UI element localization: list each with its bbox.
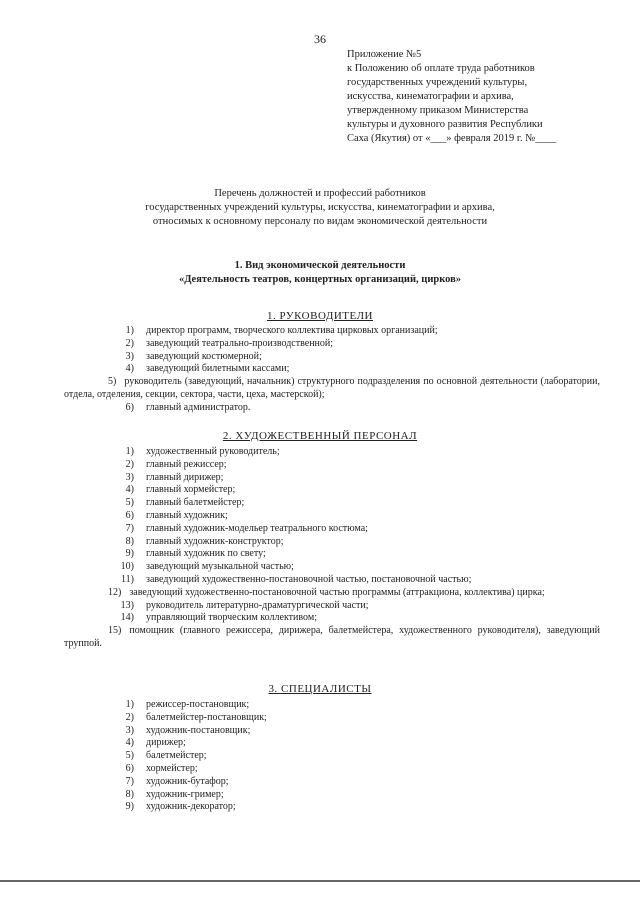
item-text: художник-постановщик; xyxy=(146,724,251,736)
specialists-list xyxy=(110,699,600,814)
item-number: 9) xyxy=(125,548,134,560)
list-item xyxy=(110,338,600,351)
item-text: заведующий музыкальной частью; xyxy=(146,561,294,573)
item-number: 7) xyxy=(125,522,134,534)
item-text: директор программ, творческого коллектива цирковых организаций; xyxy=(146,325,438,336)
list-item xyxy=(110,548,600,561)
list-item xyxy=(110,789,600,802)
item-number: 10) xyxy=(120,561,134,573)
item-number: 2) xyxy=(125,337,134,349)
item-number: 11) xyxy=(121,573,134,585)
item-text: художественный руководитель; xyxy=(146,446,280,457)
item-number: 2) xyxy=(125,711,134,723)
appendix-line: искусства, кинематографии и архива, xyxy=(347,91,514,102)
item-number: 5) xyxy=(125,750,134,762)
appendix-line: утвержденному приказом Министерства xyxy=(347,105,529,116)
item-number: 15) xyxy=(108,625,122,637)
item-text: главный художник-модельер театрального костюма; xyxy=(146,522,368,534)
item-text: главный балетмейстер; xyxy=(146,497,245,509)
list-item xyxy=(64,376,600,402)
item-text: главный режиссер; xyxy=(146,458,227,470)
list-item xyxy=(110,699,600,712)
item-text: балетмейстер-постановщик; xyxy=(146,711,267,723)
list-item xyxy=(110,446,600,459)
managers-list xyxy=(64,325,600,415)
list-item xyxy=(110,325,600,338)
item-text: руководитель литературно-драматургической части; xyxy=(146,599,369,611)
artistic-staff-list xyxy=(64,446,600,651)
item-number: 4) xyxy=(125,484,134,496)
item-number: 9) xyxy=(125,801,134,813)
list-item xyxy=(110,763,600,776)
item-number: 1) xyxy=(125,446,134,457)
item-number: 6) xyxy=(125,401,134,413)
activity-line: 1. Вид экономической деятельности xyxy=(234,260,406,271)
item-number: 7) xyxy=(125,775,134,787)
item-number: 2) xyxy=(125,458,134,470)
list-item xyxy=(110,776,600,789)
title-line: относимых к основному персоналу по видам экономической деятельности xyxy=(152,216,488,227)
item-text: хормейстер; xyxy=(146,762,198,774)
item-text: главный дирижер; xyxy=(146,471,224,483)
scan-edge-divider xyxy=(0,880,640,882)
appendix-line: Приложение №5 xyxy=(347,49,422,60)
item-number: 6) xyxy=(125,762,134,774)
list-item xyxy=(110,712,600,725)
section-heading-managers: 1. РУКОВОДИТЕЛИ xyxy=(266,310,374,322)
appendix-line: Саха (Якутия) от «___» февраля 2019 г. №____ xyxy=(347,133,557,144)
item-text: заведующий театрально-производственной; xyxy=(146,337,334,349)
item-number: 6) xyxy=(125,509,134,521)
list-item xyxy=(110,612,600,625)
document-title xyxy=(60,187,580,229)
item-number: 8) xyxy=(125,535,134,547)
appendix-line: культуры и духовного развития Республики xyxy=(347,119,543,130)
item-text: заведующий костюмерной; xyxy=(146,350,262,362)
item-text: главный администратор. xyxy=(146,401,251,413)
title-line: государственных учреждений культуры, искусства, кинематографии и архива, xyxy=(145,202,495,213)
item-number: 5) xyxy=(125,497,134,509)
list-item xyxy=(110,523,600,536)
item-text: заведующий билетными кассами; xyxy=(146,363,290,375)
item-text: заведующий художественно-постановочной частью, постановочной частью; xyxy=(146,573,472,585)
list-item xyxy=(110,600,600,613)
item-number: 4) xyxy=(125,363,134,375)
section-heading-specialists: 3. СПЕЦИАЛИСТЫ xyxy=(268,683,372,695)
list-item xyxy=(110,459,600,472)
item-number: 12) xyxy=(108,586,122,598)
list-item xyxy=(110,536,600,549)
item-number: 1) xyxy=(125,325,134,336)
section-heading-artistic-staff: 2. ХУДОЖЕСТВЕННЫЙ ПЕРСОНАЛ xyxy=(222,430,418,442)
item-text: художник-бутафор; xyxy=(146,775,229,787)
list-item xyxy=(64,625,600,651)
list-item xyxy=(110,574,600,587)
item-text: художник-гример; xyxy=(146,788,224,800)
item-text: руководитель (заведующий, начальник) структурного подразделения по основной деятельности (лаборатории, отдела, отделения, секции, сектора, части, цеха, мастерской); xyxy=(64,376,600,400)
activity-heading xyxy=(60,259,580,287)
activity-line: «Деятельность театров, концертных организаций, цирков» xyxy=(178,274,462,285)
list-item xyxy=(110,472,600,485)
item-text: помощник (главного режиссера, дирижера, балетмейстера, художественного руководителя), заведующий труппой. xyxy=(64,625,600,649)
item-text: дирижер; xyxy=(146,737,186,749)
item-text: управляющий творческим коллективом; xyxy=(146,612,317,624)
list-item xyxy=(110,725,600,738)
item-number: 3) xyxy=(125,471,134,483)
list-item xyxy=(110,402,600,415)
appendix-line: к Положению об оплате труда работников xyxy=(347,63,535,74)
item-number: 3) xyxy=(125,350,134,362)
item-text: балетмейстер; xyxy=(146,750,207,762)
list-item xyxy=(110,497,600,510)
list-item xyxy=(110,484,600,497)
title-line: Перечень должностей и профессий работников xyxy=(214,188,426,199)
item-text: главный художник; xyxy=(146,509,228,521)
list-item xyxy=(110,750,600,763)
list-item xyxy=(110,363,600,376)
list-item xyxy=(64,587,600,600)
page-number: 36 xyxy=(314,32,326,46)
item-text: главный хормейстер; xyxy=(146,484,236,496)
item-number: 4) xyxy=(125,737,134,749)
item-text: заведующий художественно-постановочной частью программы (аттракциона, коллектива) цирка; xyxy=(129,586,545,598)
appendix-block xyxy=(347,48,597,146)
item-number: 8) xyxy=(125,788,134,800)
list-item xyxy=(110,801,600,814)
item-number: 5) xyxy=(108,376,117,388)
item-text: режиссер-постановщик; xyxy=(146,699,250,710)
item-number: 13) xyxy=(120,599,134,611)
list-item xyxy=(110,510,600,523)
appendix-line: государственных учреждений культуры, xyxy=(347,77,528,88)
item-number: 3) xyxy=(125,724,134,736)
item-text: художник-декоратор; xyxy=(146,801,236,813)
item-number: 1) xyxy=(125,699,134,710)
item-number: 14) xyxy=(120,612,134,624)
item-text: главный художник по свету; xyxy=(146,548,266,560)
list-item xyxy=(110,561,600,574)
list-item xyxy=(110,737,600,750)
item-text: главный художник-конструктор; xyxy=(146,535,284,547)
list-item xyxy=(110,351,600,364)
